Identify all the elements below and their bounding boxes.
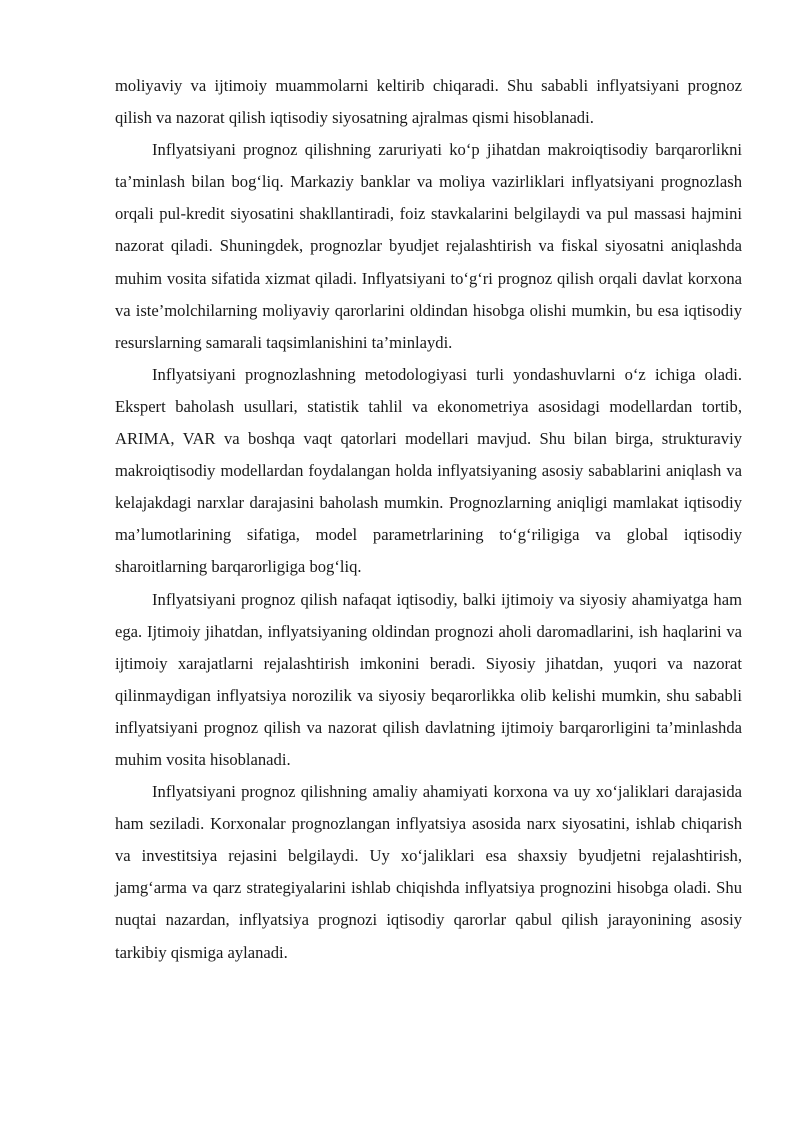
paragraph-social-political-importance: Inflyatsiyani prognoz qilish nafaqat iqtisodiy, balki ijtimoiy va siyosiy ahamiyatga ham ega. Ijtimoiy jihatdan, inflyatsiyaning oldindan prognozi aholi daromadlarini, ish haqlarini va ijtimoiy xarajatlarni rejalashtirish imkonini beradi. Siyosiy jihatdan, yuqori va nazorat qilinmaydigan inflyatsiya norozilik va siyosiy beqarorlikka olib kelishi mumkin, shu sababli inflyatsiyani prognoz qilish va nazorat qilish davlatning ijtimoiy barqarorligini ta’minlashda muhim vosita hisoblanadi. bbox=[115, 589, 742, 769]
paragraph-forecast-methodology: Inflyatsiyani prognozlashning metodologiyasi turli yondashuvlarni o‘z ichiga oladi. Ekspert baholash usullari, statistik tahlil va ekonometriya asosidagi modellardan tortib, ARIMA, VAR va boshqa vaqt qatorlari modellari mavjud. Shu bilan birga, strukturaviy makroiqtisodiy modellardan foydalangan holda inflyatsiyaning asosiy sabablarini aniqlash va kelajakdagi narxlar darajasini baholash mumkin. Prognozlarning aniqligi mamlakat iqtisodiy ma’lumotlarining sifatiga, model parametrlarining to‘g‘riligiga va global iqtisodiy sharoitlarning barqarorligiga bog‘liq. bbox=[115, 364, 742, 577]
paragraph-forecast-necessity: Inflyatsiyani prognoz qilishning zaruriyati ko‘p jihatdan makroiqtisodiy barqarorlikni ta’minlash bilan bog‘liq. Markaziy banklar va moliya vazirliklari inflyatsiyani prognozlash orqali pul-kredit siyosatini shakllantiradi, foiz stavkalarini belgilaydi va pul massasi hajmini nazorat qiladi. Shuningdek, prognozlar byudjet rejalashtirish va fiskal siyosatni aniqlashda muhim vosita sifatida xizmat qiladi. Inflyatsiyani to‘g‘ri prognoz qilish orqali davlat korxona va iste’molchilarning moliyaviy qarorlarini oldindan hisobga olishi mumkin, bu esa iqtisodiy resurslarning samarali taqsimlanishini ta’minlaydi. bbox=[115, 140, 742, 352]
document-page bbox=[115, 70, 742, 969]
paragraph-practical-importance: Inflyatsiyani prognoz qilishning amaliy ahamiyati korxona va uy xo‘jaliklari darajasida ham seziladi. Korxonalar prognozlangan inflyatsiya asosida narx siyosatini, ishlab chiqarish va investitsiya rejasini belgilaydi. Uy xo‘jaliklari esa shaxsiy byudjetni rejalashtirish, jamg‘arma va qarz strategiyalarini ishlab chiqishda inflyatsiya prognozini hisobga oladi. Shu nuqtai nazardan, inflyatsiya prognozi iqtisodiy qarorlar qabul qilish jarayonining asosiy tarkibiy qismiga aylanadi. bbox=[115, 782, 742, 962]
paragraph-continuation: moliyaviy va ijtimoiy muammolarni keltirib chiqaradi. Shu sababli inflyatsiyani prognoz qilish va nazorat qilish iqtisodiy siyosatning ajralmas qismi hisoblanadi. bbox=[115, 76, 742, 128]
